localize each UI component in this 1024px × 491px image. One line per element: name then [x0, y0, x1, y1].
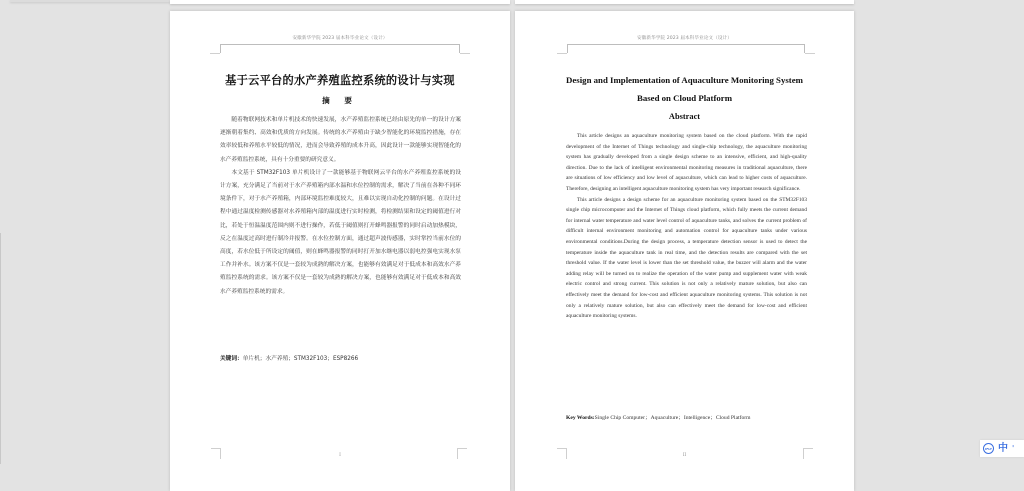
abstract-paragraph: 本文基于 STM32F103 单片机设计了一款能够基于物联网云平台的水产养殖监控系统的设计方案，充分满足了当前对于水产养殖箱内部水温和水位控制的需求，解决了当前在各种不同环境条件下，对于水产养殖箱，内部环境监控难度较大，且难以实现自动化控制的问题。在设计过程中通过温度检测传感器对水养殖箱内部的温度进行实时检测，将检测结果和设定的阈值进行对比，若处于恒温温度范围内则不进行操作，若低于阈值则打开蜂鸣器报警的同时启动加热模块，反之在温度过高时进行制冷并报警。在水位控制方面，通过超声波传感器，实时掌控当前水位的高度，若水位低于所设定的阈值，则在蜂鸣器报警的同时打开加水继电器以弱电控强电实现水泵工作并补水。该方案不仅是一套较为成熟的解决方案，也能够有效满足对于低成本和高效水产养殖监控系统的需求。该方案不仅是一套较为成熟的解决方案，也能够有效满足对于低成本和高效水产养殖监控系统的需求。	[220, 169, 461, 295]
document-title	[515, 72, 854, 107]
page-chinese-abstract	[170, 11, 510, 491]
keywords	[220, 353, 461, 362]
previous-page-edge-cn	[170, 0, 510, 4]
abstract-heading: 摘 要	[322, 96, 358, 105]
keywords-label: 关键词：	[220, 356, 243, 362]
ime-punctuation-toggle[interactable]: '	[1012, 443, 1015, 453]
running-header: 安徽新华学院 2023 届本科毕业论文（设计）	[636, 36, 732, 41]
abstract-paragraph: 随着物联网技术和单片机技术的快速发展，水产养殖监控系统已经由原先的单一的设计方案逐渐朝着集约、高效和优质的方向发展。传统的水产养殖由于缺少智能化的环境监控措施，存在效率较低和养殖水平较低的情况，进而会导致养殖的成本升高，因此设计一款能够实现智能化的水产养殖监控系统，具有十分重要的研究意义。	[220, 117, 461, 163]
keywords-value: Single Chip Computer；Aquaculture；Intelligence；Cloud Platform	[594, 415, 751, 421]
header-rule	[567, 44, 805, 54]
header-rule	[220, 44, 460, 54]
keywords	[566, 413, 807, 421]
running-header: 安徽新华学院 2023 届本科毕业论文（设计）	[292, 36, 388, 41]
abstract-paragraph: This article designs an aquaculture monitoring system based on the cloud platform. With the rapid development of the Internet of Things technology and single-chip technology, the aquaculture monitoring system has gradually developed from a single design scheme to an intensive, efficient, and high-quality direction. Due to the lack of intelligent environmental monitoring measures in traditional aquaculture, there are situations of low efficiency and low level of aquaculture, which can lead to higher costs of aquaculture. Therefore, designing an intelligent aquaculture monitoring system has very important research significance.	[566, 133, 807, 192]
page-english-abstract	[515, 11, 854, 491]
left-scroll-edge	[0, 233, 1, 464]
abstract-paragraph: This article designs a design scheme for an aquaculture monitoring system based on the STM32F103 single chip microcomputer and the Internet of Things cloud platform, which fully meets the current demand for internal water temperature and water level control of aquaculture tanks, and solves the current problem of difficult internal environment monitoring and automation control for aquaculture tanks under various environmental conditions.During the design process, a temperature detection sensor is used to detect the temperature inside the aquaculture tank in real time, and the detection results are compared with the set threshold value. If the water level is lower than the set threshold value, the buzzer will alarm and the water adding relay will be turned on to realize the operation of the water pump and supplement water with weak electric control and strong current. This solution is not only a relatively mature solution, but also can effectively meet the demand for low-cost and efficient aquaculture monitoring systems. This solution is not only a relatively mature solution, but also can effectively meet the demand for low-cost and efficient aquaculture monitoring systems.	[566, 196, 807, 320]
title-line-1: Design and Implementation of Aquaculture Monitoring System	[566, 75, 803, 85]
document-title: 基于云平台的水产养殖监控系统的设计与实现	[225, 74, 455, 87]
ime-language-toggle[interactable]: 中	[998, 442, 1008, 454]
keywords-value: 单片机；水产养殖；STM32F103；ESP8266	[242, 356, 359, 362]
page-number: I	[339, 453, 341, 458]
previous-page-edge-left	[10, 0, 170, 2]
keywords-label: Key Words:	[566, 415, 595, 421]
abstract-heading: Abstract	[668, 112, 701, 121]
previous-page-edge-en	[515, 0, 854, 4]
abstract-body	[566, 131, 807, 322]
ime-toolbar[interactable]	[980, 440, 1024, 457]
page-number: II	[682, 453, 687, 458]
title-line-2: Based on Cloud Platform	[636, 92, 733, 103]
abstract-body	[220, 114, 461, 299]
ime-logo-icon[interactable]: IFLY	[983, 443, 994, 454]
